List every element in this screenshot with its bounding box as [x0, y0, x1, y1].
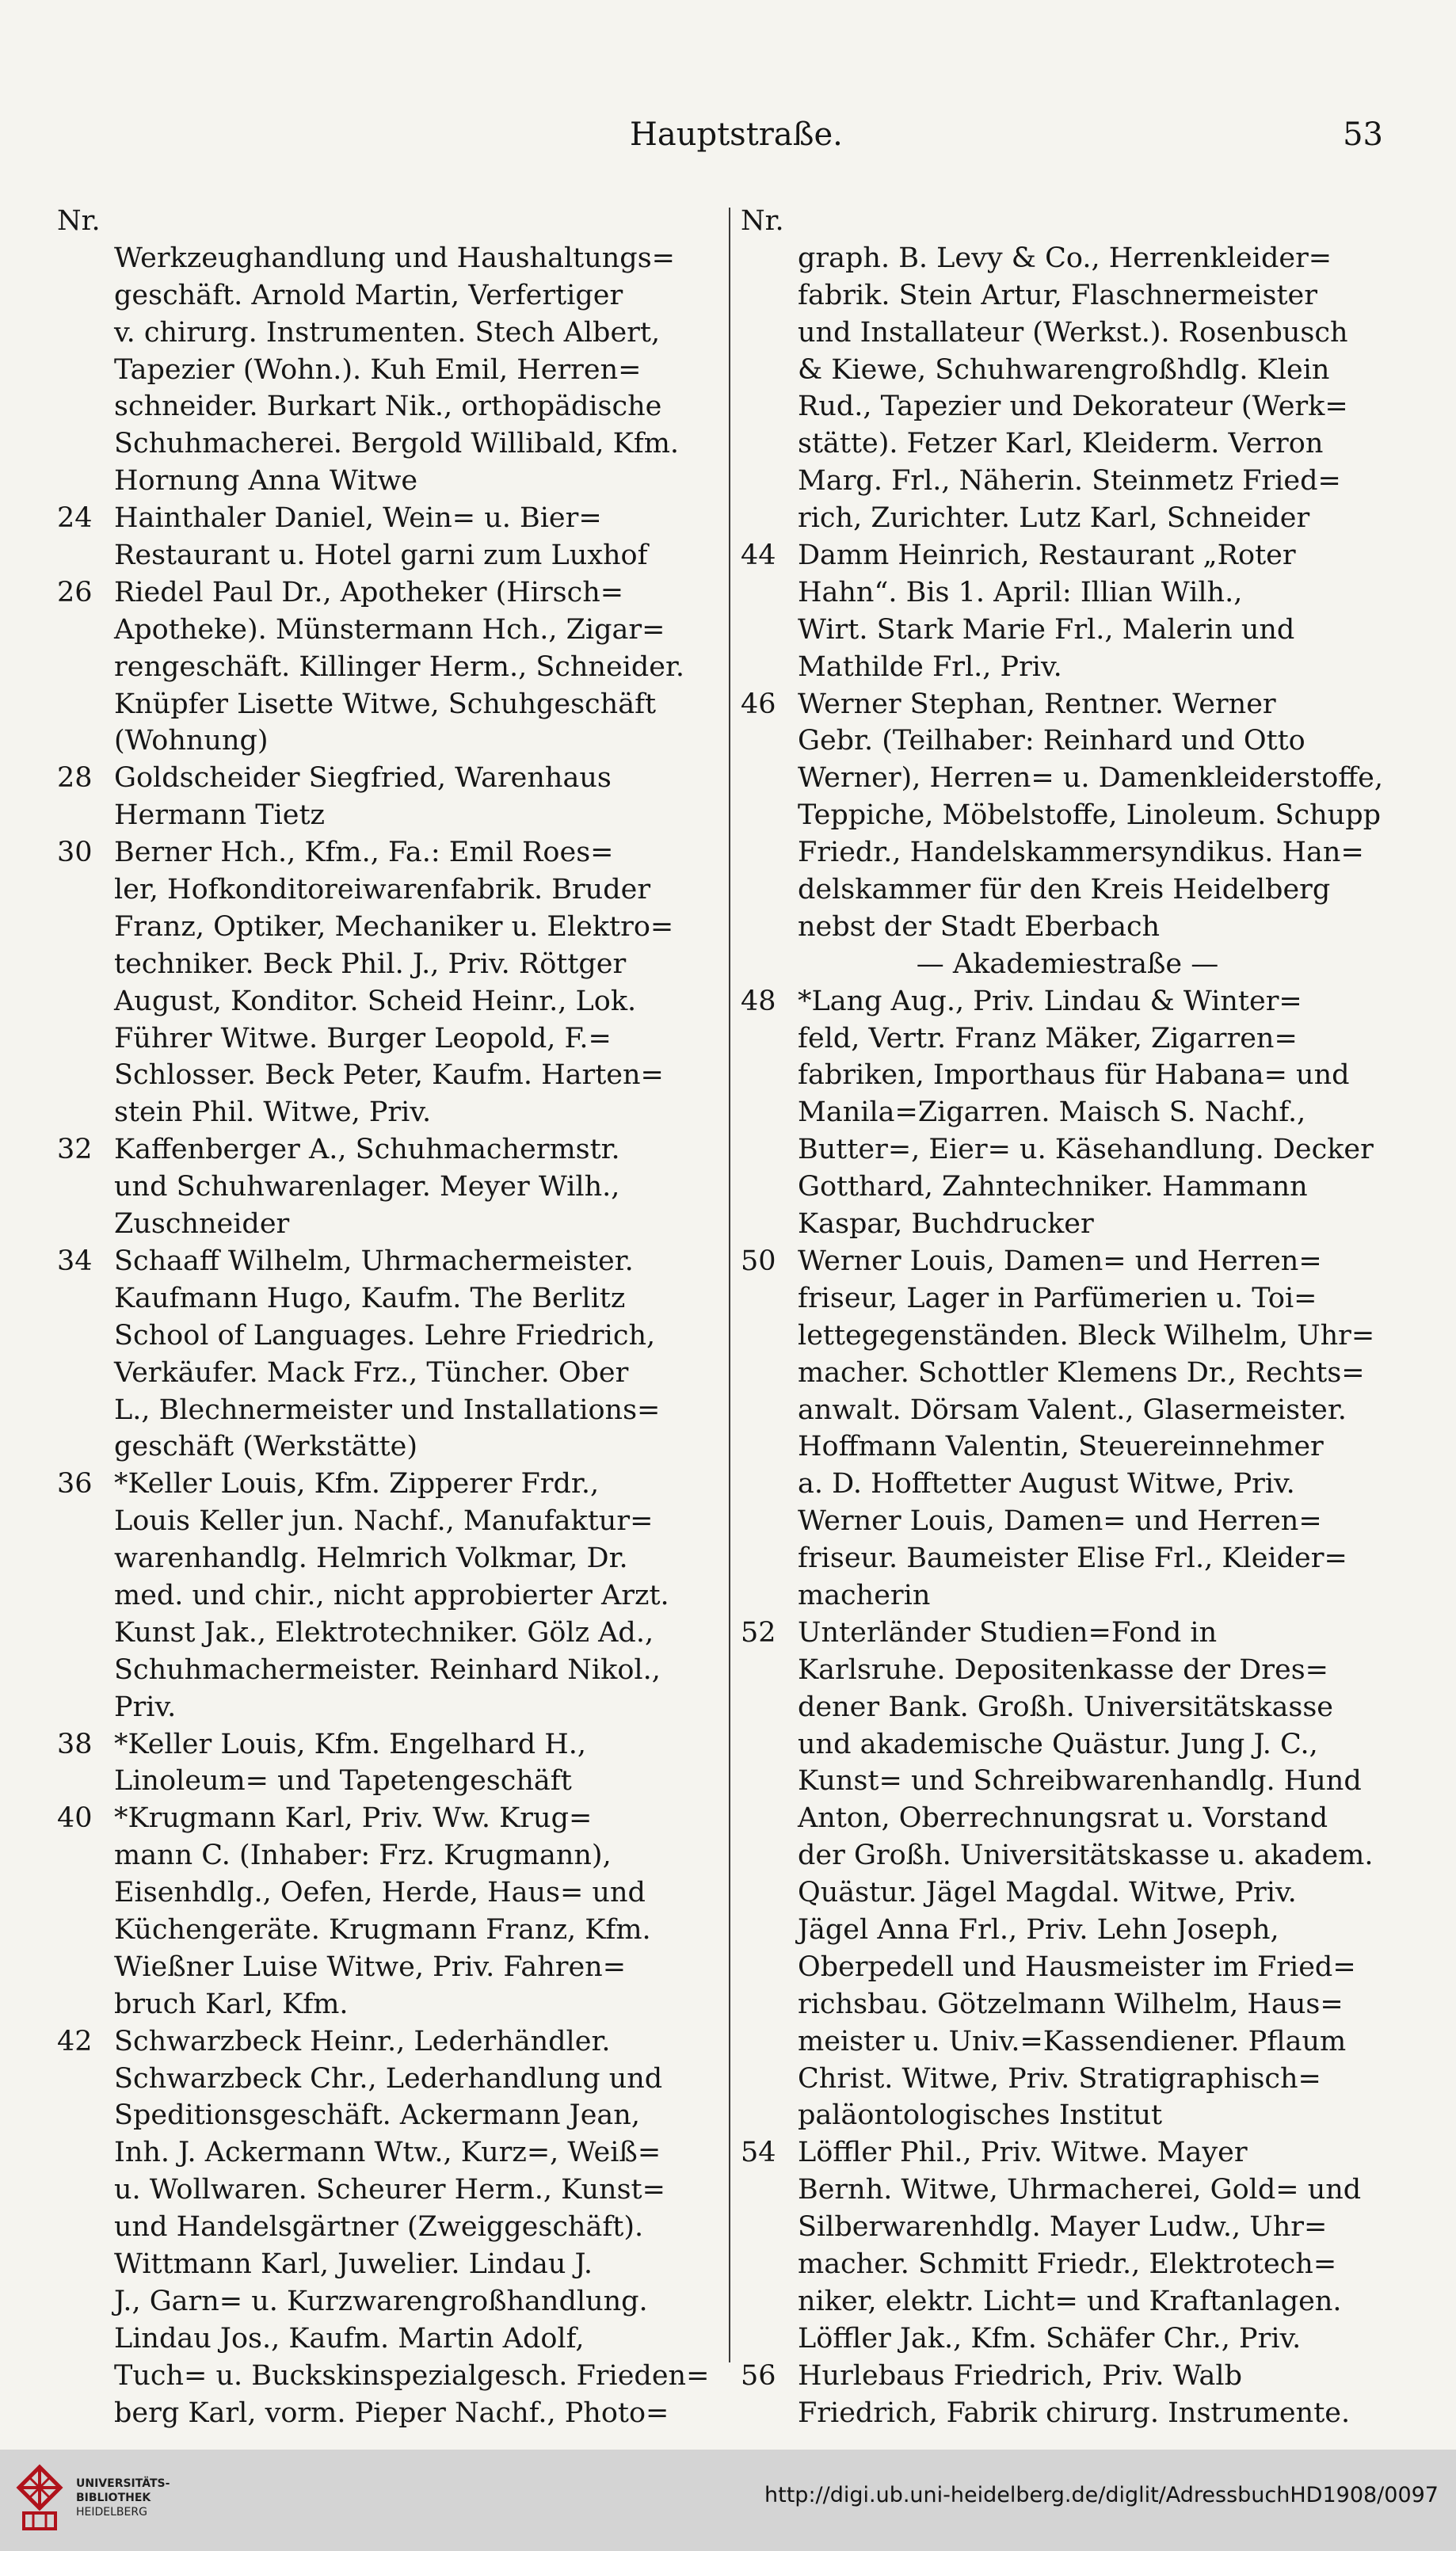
entry-line: [741, 1837, 1394, 1874]
house-number: 36: [57, 1468, 93, 1500]
entry-line: [57, 834, 713, 871]
entry-line: [57, 946, 713, 983]
entry-text: Hahn“. Bis 1. April: Illian Wilh.,: [798, 576, 1243, 608]
entry-text: geschäft. Arnold Martin, Verfertiger: [114, 279, 623, 311]
entry-text: Führer Witwe. Burger Leopold, F.=: [114, 1022, 612, 1054]
entry-line: [741, 463, 1394, 500]
entry-text: macher. Schottler Klemens Dr., Rechts=: [798, 1356, 1365, 1389]
source-link[interactable]: http://digi.ub.uni-heidelberg.de/diglit/AdressbuchHD1908/0097: [764, 2483, 1439, 2507]
entry-line: [741, 1949, 1394, 1986]
house-number: 30: [57, 837, 93, 869]
house-number: 44: [741, 540, 776, 572]
entry-line: [57, 2209, 713, 2246]
entry-line: [57, 388, 713, 425]
entry-line: [741, 1466, 1394, 1503]
entry-text: Wirt. Stark Marie Frl., Malerin und: [798, 613, 1295, 646]
entry-line: [57, 1057, 713, 1094]
entry-text: Schuhmachermeister. Reinhard Nikol.,: [114, 1653, 661, 1686]
house-number: 50: [741, 1245, 776, 1277]
entry-text: Gebr. (Teilhaber: Reinhard und Otto: [798, 725, 1305, 757]
entry-text: Unterländer Studien=Fond in: [798, 1616, 1218, 1649]
entry-text: L., Blechnermeister und Installations=: [114, 1394, 661, 1426]
entry-line: [741, 2283, 1394, 2320]
right-column: [741, 203, 1394, 2431]
entry-line: [741, 1874, 1394, 1912]
entry-line: [741, 2358, 1394, 2395]
entry-line: [741, 425, 1394, 463]
entry-text: School of Languages. Lehre Friedrich,: [114, 1319, 656, 1352]
entry-text: *Krugmann Karl, Priv. Ww. Krug=: [114, 1802, 593, 1835]
entry-line: [741, 797, 1394, 834]
left-column: [57, 203, 713, 2431]
entry-text: geschäft (Werkstätte): [114, 1431, 418, 1463]
entry-text: Priv.: [114, 1691, 177, 1723]
library-logo-icon: [16, 2464, 63, 2535]
entry-text: Schuhmacherei. Bergold Willibald, Kfm.: [114, 428, 680, 460]
entry-line: [741, 1763, 1394, 1800]
house-number: 52: [741, 1616, 776, 1649]
entry-text: feld, Vertr. Franz Mäker, Zigarren=: [798, 1022, 1298, 1054]
entry-line: [57, 500, 713, 537]
house-number: 28: [57, 762, 93, 795]
entry-text: Wittmann Karl, Juwelier. Lindau J.: [114, 2248, 593, 2280]
entry-line: [57, 983, 713, 1020]
entry-text: Werner Louis, Damen= und Herren=: [798, 1245, 1322, 1277]
entry-text: Eisenhdlg., Oefen, Herde, Haus= und: [114, 1877, 646, 1909]
entry-text: graph. B. Levy & Co., Herrenkleider=: [798, 242, 1332, 274]
entry-line: [57, 2320, 713, 2358]
entry-text: Berner Hch., Kfm., Fa.: Emil Roes=: [114, 837, 614, 869]
entry-line: [741, 612, 1394, 649]
entry-line: [57, 425, 713, 463]
entry-text: Kaspar, Buchdrucker: [798, 1208, 1094, 1241]
entry-text: Jägel Anna Frl., Priv. Lehn Joseph,: [798, 1913, 1279, 1946]
entry-text: Teppiche, Möbelstoffe, Linoleum. Schupp: [798, 799, 1382, 832]
entry-line: [57, 1689, 713, 1726]
house-number: 42: [57, 2025, 93, 2057]
entry-line: [741, 388, 1394, 425]
entry-text: Kaufmann Hugo, Kaufm. The Berlitz: [114, 1282, 626, 1314]
entry-text: warenhandlg. Helmrich Volkmar, Dr.: [114, 1542, 628, 1575]
entry-text: Friedrich, Fabrik chirurg. Instrumente.: [798, 2397, 1351, 2429]
entry-text: Restaurant u. Hotel garni zum Luxhof: [114, 540, 648, 572]
entry-text: Linoleum= und Tapetengeschäft: [114, 1765, 572, 1798]
entry-text: Kunst= und Schreibwarenhandlg. Hund: [798, 1765, 1362, 1798]
entry-text: niker, elektr. Licht= und Kraftanlagen.: [798, 2285, 1342, 2317]
entry-text: Damm Heinrich, Restaurant „Roter: [798, 540, 1296, 572]
entry-line: [741, 1428, 1394, 1466]
entry-text: Löffler Phil., Priv. Witwe. Mayer: [798, 2137, 1248, 2169]
entry-text: paläontologisches Institut: [798, 2099, 1163, 2132]
entry-text: stein Phil. Witwe, Priv.: [114, 1096, 432, 1129]
nr-label: Nr.: [57, 205, 101, 237]
entry-line: [57, 1131, 713, 1169]
entry-line: [57, 1169, 713, 1206]
entry-text: u. Wollwaren. Scheurer Herm., Kunst=: [114, 2174, 665, 2206]
entry-text: Manila=Zigarren. Maisch S. Nachf.,: [798, 1096, 1306, 1129]
entry-line: [741, 834, 1394, 871]
entry-line: [57, 2061, 713, 2098]
entry-line: [741, 1540, 1394, 1577]
house-number: 46: [741, 688, 776, 720]
entry-line: [57, 871, 713, 909]
entry-line: [741, 352, 1394, 389]
entry-line: [741, 277, 1394, 315]
entry-text: Schaaff Wilhelm, Uhrmachermeister.: [114, 1245, 634, 1277]
page-header: [0, 111, 1456, 166]
logo-line: HEIDELBERG: [76, 2506, 147, 2519]
entry-line: [57, 1837, 713, 1874]
entry-line: [741, 1243, 1394, 1280]
entry-line: [57, 1540, 713, 1577]
house-number: 24: [57, 502, 93, 535]
entry-line: [57, 1020, 713, 1058]
entry-text: *Keller Louis, Kfm. Zipperer Frdr.,: [114, 1468, 600, 1500]
entry-text: Speditionsgeschäft. Ackermann Jean,: [114, 2099, 640, 2132]
entry-line: [741, 2097, 1394, 2134]
entry-text: dener Bank. Großh. Universitätskasse: [798, 1691, 1334, 1723]
entry-line: [741, 574, 1394, 612]
entry-line: [741, 1131, 1394, 1169]
entry-line: [57, 1094, 713, 1131]
entry-line: [57, 1428, 713, 1466]
entry-line: [57, 1763, 713, 1800]
entry-line: [57, 797, 713, 834]
entry-text: rich, Zurichter. Lutz Karl, Schneider: [798, 502, 1310, 535]
entry-line: [57, 909, 713, 946]
entry-line: [57, 2358, 713, 2395]
entry-text: Bernh. Witwe, Uhrmacherei, Gold= und: [798, 2174, 1362, 2206]
entry-line: [741, 1317, 1394, 1355]
entry-line: [741, 723, 1394, 760]
entry-text: Louis Keller jun. Nachf., Manufaktur=: [114, 1505, 654, 1538]
entry-line: [57, 1949, 713, 1986]
entry-text: (Wohnung): [114, 725, 269, 757]
entry-line: [741, 909, 1394, 946]
entry-text: berg Karl, vorm. Pieper Nachf., Photo=: [114, 2397, 669, 2429]
entry-line: [57, 277, 713, 315]
entry-line: [57, 1206, 713, 1243]
entry-line: [57, 1577, 713, 1615]
entry-text: delskammer für den Kreis Heidelberg: [798, 874, 1331, 906]
entry-line: [741, 2246, 1394, 2283]
library-logo-text: [76, 2477, 170, 2519]
entry-text: Anton, Oberrechnungsrat u. Vorstand: [798, 1802, 1328, 1835]
entry-text: & Kiewe, Schuhwarengroßhdlg. Klein: [798, 353, 1330, 386]
entry-line: [57, 2395, 713, 2432]
entry-text: Knüpfer Lisette Witwe, Schuhgeschäft: [114, 688, 657, 720]
entry-text: stätte). Fetzer Karl, Kleiderm. Verron: [798, 428, 1324, 460]
entry-text: Hermann Tietz: [114, 799, 325, 832]
entry-line: [57, 1503, 713, 1540]
entry-line: [57, 2097, 713, 2134]
house-number: 54: [741, 2137, 776, 2169]
entry-text: Hoffmann Valentin, Steuereinnehmer: [798, 1431, 1324, 1463]
entry-text: Werner Louis, Damen= und Herren=: [798, 1505, 1322, 1538]
entry-text: Oberpedell und Hausmeister im Fried=: [798, 1950, 1356, 1983]
entry-text: Goldscheider Siegfried, Warenhaus: [114, 762, 612, 795]
entry-text: und Handelsgärtner (Zweiggeschäft).: [114, 2211, 644, 2244]
entry-line: [57, 2283, 713, 2320]
entry-line: [57, 537, 713, 574]
entry-line: [741, 2023, 1394, 2061]
entry-text: ler, Hofkonditoreiwarenfabrik. Bruder: [114, 874, 651, 906]
entry-line: [57, 2134, 713, 2172]
entry-text: Apotheke). Münstermann Hch., Zigar=: [114, 613, 665, 646]
entry-text: richsbau. Götzelmann Wilhelm, Haus=: [798, 1988, 1344, 2020]
entry-line: [57, 352, 713, 389]
entry-line: [741, 1206, 1394, 1243]
entry-line: [57, 1243, 713, 1280]
entry-text: *Keller Louis, Kfm. Engelhard H.,: [114, 1728, 587, 1760]
entry-text: bruch Karl, Kfm.: [114, 1988, 349, 2020]
entry-line: [57, 574, 713, 612]
entry-text: Silberwarenhdlg. Mayer Ludw., Uhr=: [798, 2211, 1328, 2244]
entry-line: [741, 2134, 1394, 2172]
entry-line: [57, 240, 713, 277]
entry-text: friseur. Baumeister Elise Frl., Kleider=: [798, 1542, 1347, 1575]
entry-text: und Installateur (Werkst.). Rosenbusch: [798, 316, 1348, 349]
entry-line: [741, 500, 1394, 537]
entry-line: [741, 1020, 1394, 1058]
entry-text: Gotthard, Zahntechniker. Hammann: [798, 1171, 1308, 1203]
house-number: 34: [57, 1245, 93, 1277]
entry-line: [57, 1615, 713, 1652]
entry-text: Schwarzbeck Chr., Lederhandlung und: [114, 2062, 663, 2095]
entry-text: J., Garn= u. Kurzwarengroßhandlung.: [114, 2285, 648, 2317]
house-number: 48: [741, 985, 776, 1017]
house-number: 38: [57, 1728, 93, 1760]
entry-line: [741, 1652, 1394, 1689]
entry-line: [741, 240, 1394, 277]
entry-text: Kaffenberger A., Schuhmachermstr.: [114, 1134, 620, 1166]
entry-line: [57, 649, 713, 686]
logo-line: UNIVERSITÄTS-: [76, 2477, 170, 2490]
entry-text: Verkäufer. Mack Frz., Tüncher. Ober: [114, 1356, 629, 1389]
entry-text: fabrik. Stein Artur, Flaschnermeister: [798, 279, 1317, 311]
entry-text: Werner Stephan, Rentner. Werner: [798, 688, 1276, 720]
entry-text: nebst der Stadt Eberbach: [798, 910, 1161, 943]
entry-text: Inh. J. Ackermann Wtw., Kurz=, Weiß=: [114, 2137, 661, 2169]
entry-line: [741, 1057, 1394, 1094]
entry-text: Hainthaler Daniel, Wein= u. Bier=: [114, 502, 602, 535]
entry-text: anwalt. Dörsam Valent., Glasermeister.: [798, 1394, 1347, 1426]
entry-line: [741, 1280, 1394, 1317]
entry-text: lettegegenständen. Bleck Wilhelm, Uhr=: [798, 1319, 1375, 1352]
entry-line: [57, 686, 713, 723]
entry-line: [57, 2023, 713, 2061]
entry-line: [741, 1912, 1394, 1949]
entry-text: Schwarzbeck Heinr., Lederhändler.: [114, 2025, 611, 2057]
entry-text: macher. Schmitt Friedr., Elektrotech=: [798, 2248, 1337, 2280]
house-number: 56: [741, 2359, 776, 2392]
entry-line: [57, 1652, 713, 1689]
entry-text: Friedr., Handelskammersyndikus. Han=: [798, 837, 1364, 869]
entry-text: Tuch= u. Buckskinspezialgesch. Frieden=: [114, 2359, 710, 2392]
nr-label: Nr.: [741, 205, 784, 237]
entry-line: [741, 1503, 1394, 1540]
house-number: 40: [57, 1802, 93, 1835]
entry-text: techniker. Beck Phil. J., Priv. Röttger: [114, 948, 627, 980]
entry-line: [741, 1800, 1394, 1837]
entry-line: [57, 1800, 713, 1837]
entry-text: Rud., Tapezier und Dekorateur (Werk=: [798, 391, 1348, 423]
entry-line: [741, 686, 1394, 723]
entry-text: Tapezier (Wohn.). Kuh Emil, Herren=: [114, 353, 642, 386]
house-number: 32: [57, 1134, 93, 1166]
entry-text: August, Konditor. Scheid Heinr., Lok.: [114, 985, 637, 1017]
page-title: Hauptstraße.: [630, 116, 843, 153]
entry-text: Küchengeräte. Krugmann Franz, Kfm.: [114, 1913, 651, 1946]
entry-line: [57, 463, 713, 500]
entry-text: Butter=, Eier= u. Käsehandlung. Decker: [798, 1134, 1374, 1166]
entry-text: schneider. Burkart Nik., orthopädische: [114, 391, 662, 423]
entry-line: [741, 649, 1394, 686]
entry-line: [57, 612, 713, 649]
entry-text: Löffler Jak., Kfm. Schäfer Chr., Priv.: [798, 2322, 1302, 2355]
entry-text: friseur, Lager in Parfümerien u. Toi=: [798, 1282, 1317, 1314]
entry-text: Mathilde Frl., Priv.: [798, 650, 1062, 683]
entry-line: [741, 1094, 1394, 1131]
entry-line: [57, 1726, 713, 1764]
entry-text: *Lang Aug., Priv. Lindau & Winter=: [798, 985, 1302, 1017]
entry-line: [741, 2061, 1394, 2098]
entry-text: a. D. Hofftetter August Witwe, Priv.: [798, 1468, 1295, 1500]
entry-line: [57, 315, 713, 352]
entry-line: [57, 1466, 713, 1503]
column-divider: [729, 208, 730, 2362]
entry-line: [741, 1169, 1394, 1206]
entry-line: [741, 315, 1394, 352]
entry-line: [741, 1615, 1394, 1652]
entry-text: macherin: [798, 1579, 931, 1611]
entry-text: Hurlebaus Friedrich, Priv. Walb: [798, 2359, 1242, 2392]
entry-line: [741, 1726, 1394, 1764]
entry-text: mann C. (Inhaber: Frz. Krugmann),: [114, 1840, 612, 1872]
entry-line: [57, 2246, 713, 2283]
entry-line: [57, 1912, 713, 1949]
entry-line: [741, 871, 1394, 909]
entry-text: v. chirurg. Instrumenten. Stech Albert,: [114, 316, 661, 349]
entry-text: Werkzeughandlung und Haushaltungs=: [114, 242, 675, 274]
entry-line: [741, 2172, 1394, 2209]
entry-text: Werner), Herren= u. Damenkleiderstoffe,: [798, 762, 1383, 795]
logo-line: BIBLIOTHEK: [76, 2492, 151, 2504]
entry-line: [57, 1317, 713, 1355]
entry-line: [741, 2395, 1394, 2432]
entry-text: med. und chir., nicht approbierter Arzt.: [114, 1579, 669, 1611]
entry-line: [741, 1689, 1394, 1726]
entry-text: Christ. Witwe, Priv. Stratigraphisch=: [798, 2062, 1321, 2095]
entry-text: Marg. Frl., Näherin. Steinmetz Fried=: [798, 465, 1341, 498]
section-heading: — Akademiestraße —: [916, 948, 1219, 980]
footer-bar: [0, 2450, 1456, 2551]
entry-line: [741, 537, 1394, 574]
entry-line: [57, 2172, 713, 2209]
entry-line: [57, 1986, 713, 2023]
entry-text: der Großh. Universitätskasse u. akadem.: [798, 1840, 1374, 1872]
entry-line: [741, 760, 1394, 797]
entry-line: [57, 760, 713, 797]
entry-text: Kunst Jak., Elektrotechniker. Gölz Ad.,: [114, 1616, 654, 1649]
entry-line: [741, 1577, 1394, 1615]
entry-line: [741, 1392, 1394, 1429]
entry-text: Schlosser. Beck Peter, Kaufm. Harten=: [114, 1059, 664, 1092]
entry-text: Franz, Optiker, Mechaniker u. Elektro=: [114, 910, 674, 943]
entry-line: [57, 1280, 713, 1317]
entry-line: [741, 1986, 1394, 2023]
entry-line: [57, 1392, 713, 1429]
entry-line: [741, 2209, 1394, 2246]
entry-text: Karlsruhe. Depositenkasse der Dres=: [798, 1653, 1329, 1686]
entry-line: [741, 2320, 1394, 2358]
entry-text: und Schuhwarenlager. Meyer Wilh.,: [114, 1171, 620, 1203]
entry-line: [741, 1355, 1394, 1392]
entry-line: [57, 1355, 713, 1392]
entry-line: [57, 723, 713, 760]
entry-text: rengeschäft. Killinger Herm., Schneider.: [114, 650, 685, 683]
entry-text: Hornung Anna Witwe: [114, 465, 418, 498]
entry-line: [741, 983, 1394, 1020]
house-number: 26: [57, 576, 93, 608]
entry-text: Quästur. Jägel Magdal. Witwe, Priv.: [798, 1877, 1297, 1909]
entry-text: und akademische Quästur. Jung J. C.,: [798, 1728, 1318, 1760]
page-number: 53: [1343, 116, 1383, 153]
entry-text: meister u. Univ.=Kassendiener. Pflaum: [798, 2025, 1347, 2057]
entry-text: Wießner Luise Witwe, Priv. Fahren=: [114, 1950, 627, 1983]
entry-text: fabriken, Importhaus für Habana= und: [798, 1059, 1350, 1092]
entry-text: Lindau Jos., Kaufm. Martin Adolf,: [114, 2322, 585, 2355]
entry-line: [57, 1874, 713, 1912]
entry-text: Zuschneider: [114, 1208, 290, 1241]
entry-text: Riedel Paul Dr., Apotheker (Hirsch=: [114, 576, 624, 608]
